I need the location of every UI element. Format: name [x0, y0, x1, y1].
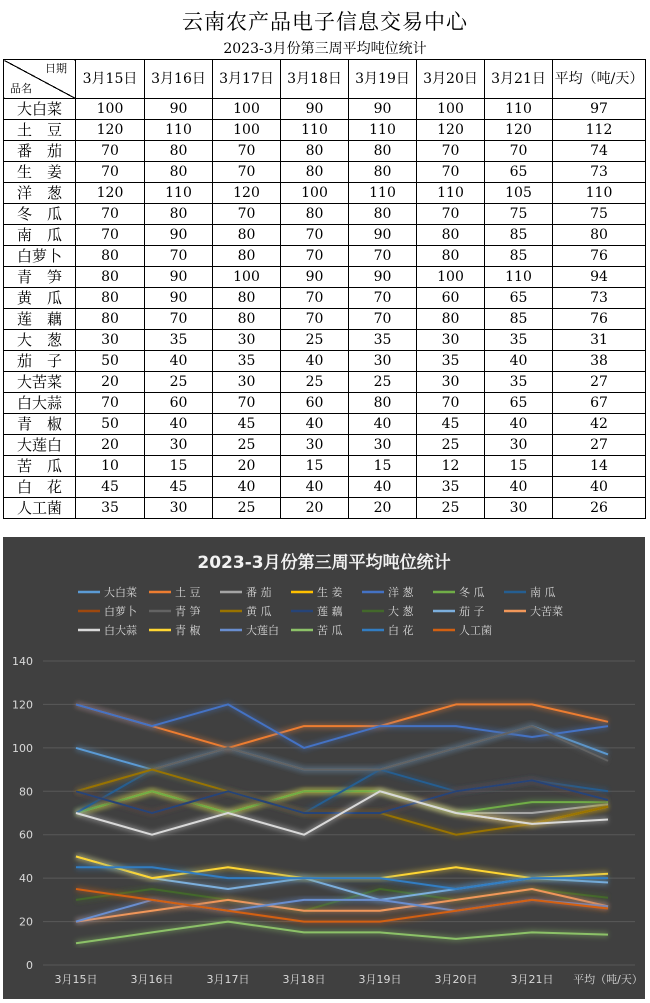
value-cell: 40 — [213, 477, 281, 498]
value-cell: 110 — [349, 120, 417, 141]
value-cell: 80 — [76, 288, 145, 309]
value-cell: 40 — [485, 477, 553, 498]
value-cell: 60 — [281, 393, 349, 414]
product-name-cell: 大 葱 — [4, 330, 76, 351]
table-row — [4, 414, 646, 435]
product-name-cell: 白萝卜 — [4, 246, 76, 267]
legend-entry: 白萝卜 — [104, 605, 137, 618]
value-cell: 25 — [417, 498, 485, 519]
series-glow — [76, 889, 608, 922]
value-cell: 40 — [145, 414, 213, 435]
value-cell: 120 — [213, 183, 281, 204]
product-name-cell: 土 豆 — [4, 120, 76, 141]
value-cell: 70 — [281, 225, 349, 246]
value-cell: 40 — [485, 414, 553, 435]
series-glow — [76, 780, 608, 813]
value-cell: 100 — [76, 99, 145, 120]
value-cell: 38 — [553, 351, 646, 372]
value-cell: 120 — [485, 120, 553, 141]
table-row — [4, 288, 646, 309]
product-name-cell: 冬 瓜 — [4, 204, 76, 225]
series-line — [76, 780, 608, 813]
value-cell: 97 — [553, 99, 646, 120]
value-cell: 65 — [485, 288, 553, 309]
value-cell: 90 — [349, 225, 417, 246]
legend-entry: 黄 瓜 — [246, 605, 272, 618]
legend-entry: 苦 瓜 — [317, 624, 343, 637]
value-cell: 30 — [213, 372, 281, 393]
column-header: 3月19日 — [349, 60, 417, 99]
product-name-cell: 洋 葱 — [4, 183, 76, 204]
value-cell: 70 — [485, 141, 553, 162]
value-cell: 110 — [485, 99, 553, 120]
value-cell: 27 — [553, 372, 646, 393]
x-tick-label: 3月20日 — [434, 973, 478, 986]
value-cell: 70 — [281, 288, 349, 309]
value-cell: 90 — [145, 267, 213, 288]
value-cell: 20 — [76, 372, 145, 393]
legend-entry: 生 姜 — [317, 586, 343, 599]
value-cell: 70 — [281, 309, 349, 330]
value-cell: 14 — [553, 456, 646, 477]
x-tick-label: 3月18日 — [282, 973, 326, 986]
y-tick-label: 100 — [12, 741, 33, 755]
value-cell: 45 — [213, 414, 281, 435]
value-cell: 90 — [281, 267, 349, 288]
value-cell: 35 — [76, 498, 145, 519]
value-cell: 120 — [76, 120, 145, 141]
table-row — [4, 120, 646, 141]
value-cell: 80 — [145, 204, 213, 225]
value-cell: 110 — [485, 267, 553, 288]
y-tick-label: 60 — [19, 828, 33, 842]
value-cell: 30 — [485, 435, 553, 456]
legend-entry: 南 瓜 — [530, 586, 556, 599]
product-name-cell: 青 椒 — [4, 414, 76, 435]
value-cell: 30 — [417, 330, 485, 351]
legend-entry: 大苦菜 — [530, 605, 563, 618]
value-cell: 20 — [349, 498, 417, 519]
value-cell: 100 — [417, 267, 485, 288]
value-cell: 80 — [76, 246, 145, 267]
series-line — [76, 791, 608, 824]
legend-entry: 茄 子 — [459, 605, 485, 618]
value-cell: 70 — [213, 162, 281, 183]
column-header: 3月20日 — [417, 60, 485, 99]
value-cell: 80 — [213, 288, 281, 309]
value-cell: 80 — [349, 204, 417, 225]
value-cell: 65 — [485, 162, 553, 183]
value-cell: 40 — [485, 351, 553, 372]
value-cell: 85 — [485, 309, 553, 330]
table-body — [4, 99, 646, 519]
table-row — [4, 372, 646, 393]
value-cell: 90 — [145, 288, 213, 309]
table-row — [4, 225, 646, 246]
value-cell: 40 — [349, 414, 417, 435]
value-cell: 25 — [349, 372, 417, 393]
value-cell: 40 — [281, 414, 349, 435]
legend-entry: 白 花 — [388, 624, 414, 637]
value-cell: 110 — [349, 183, 417, 204]
value-cell: 100 — [281, 183, 349, 204]
value-cell: 85 — [485, 225, 553, 246]
series-line — [76, 889, 608, 922]
value-cell: 90 — [281, 99, 349, 120]
series-line — [76, 922, 608, 944]
column-header: 3月21日 — [485, 60, 553, 99]
table-row — [4, 246, 646, 267]
value-cell: 90 — [349, 99, 417, 120]
value-cell: 74 — [553, 141, 646, 162]
product-name-cell: 白大蒜 — [4, 393, 76, 414]
value-cell: 100 — [417, 99, 485, 120]
product-name-cell: 白 花 — [4, 477, 76, 498]
value-cell: 70 — [281, 246, 349, 267]
value-cell: 80 — [281, 162, 349, 183]
x-tick-label: 3月17日 — [206, 973, 250, 986]
table-row — [4, 393, 646, 414]
page-title: 云南农产品电子信息交易中心 — [182, 10, 468, 34]
value-cell: 25 — [417, 435, 485, 456]
table-row — [4, 351, 646, 372]
table-row — [4, 330, 646, 351]
value-cell: 73 — [553, 162, 646, 183]
value-cell: 85 — [485, 246, 553, 267]
x-tick-label: 3月15日 — [54, 973, 98, 986]
table-row — [4, 435, 646, 456]
table-row — [4, 477, 646, 498]
table-row — [4, 267, 646, 288]
value-cell: 110 — [417, 183, 485, 204]
table-row — [4, 498, 646, 519]
product-name-cell: 大莲白 — [4, 435, 76, 456]
line-chart — [3, 537, 645, 999]
value-cell: 70 — [145, 246, 213, 267]
legend-entry: 大 葱 — [388, 605, 414, 618]
value-cell: 80 — [417, 309, 485, 330]
y-tick-label: 40 — [19, 872, 33, 886]
value-cell: 20 — [213, 456, 281, 477]
value-cell: 80 — [553, 225, 646, 246]
table-row — [4, 204, 646, 225]
value-cell: 110 — [145, 120, 213, 141]
value-cell: 110 — [553, 183, 646, 204]
table-row — [4, 99, 646, 120]
value-cell: 70 — [76, 162, 145, 183]
value-cell: 30 — [349, 351, 417, 372]
legend-entry: 洋 葱 — [388, 586, 414, 599]
y-tick-label: 20 — [19, 915, 33, 929]
value-cell: 15 — [485, 456, 553, 477]
value-cell: 40 — [553, 477, 646, 498]
value-cell: 100 — [213, 120, 281, 141]
value-cell: 12 — [417, 456, 485, 477]
product-name-cell: 生 姜 — [4, 162, 76, 183]
value-cell: 35 — [485, 330, 553, 351]
value-cell: 80 — [76, 267, 145, 288]
legend-entry: 人工菌 — [459, 624, 492, 637]
value-cell: 30 — [76, 330, 145, 351]
column-header: 3月18日 — [281, 60, 349, 99]
value-cell: 30 — [485, 498, 553, 519]
value-cell: 20 — [281, 498, 349, 519]
legend-entry: 莲 藕 — [317, 605, 343, 618]
value-cell: 90 — [349, 267, 417, 288]
value-cell: 70 — [76, 141, 145, 162]
value-cell: 60 — [145, 393, 213, 414]
value-cell: 80 — [213, 225, 281, 246]
product-name-cell: 番 茄 — [4, 141, 76, 162]
value-cell: 35 — [349, 330, 417, 351]
value-cell: 40 — [349, 477, 417, 498]
value-cell: 70 — [417, 141, 485, 162]
value-cell: 35 — [417, 351, 485, 372]
y-tick-label: 80 — [19, 785, 33, 799]
value-cell: 40 — [281, 351, 349, 372]
table-row — [4, 141, 646, 162]
value-cell: 70 — [213, 204, 281, 225]
value-cell: 80 — [213, 246, 281, 267]
chart-title: 2023-3月份第三周平均吨位统计 — [197, 553, 451, 573]
value-cell: 80 — [76, 309, 145, 330]
value-cell: 30 — [417, 372, 485, 393]
chart-container — [3, 537, 645, 999]
value-cell: 50 — [76, 351, 145, 372]
value-cell: 10 — [76, 456, 145, 477]
value-cell: 73 — [553, 288, 646, 309]
value-cell: 80 — [145, 141, 213, 162]
value-cell: 70 — [76, 204, 145, 225]
value-cell: 35 — [417, 477, 485, 498]
value-cell: 70 — [213, 393, 281, 414]
legend-entry: 土 豆 — [175, 586, 201, 599]
value-cell: 30 — [349, 435, 417, 456]
x-tick-label: 平均（吨/天） — [573, 973, 643, 986]
table-row — [4, 162, 646, 183]
value-cell: 45 — [417, 414, 485, 435]
value-cell: 45 — [145, 477, 213, 498]
y-tick-label: 0 — [26, 959, 33, 972]
column-header: 3月17日 — [213, 60, 281, 99]
value-cell: 35 — [485, 372, 553, 393]
value-cell: 110 — [281, 120, 349, 141]
value-cell: 80 — [281, 204, 349, 225]
y-tick-label: 140 — [12, 655, 33, 668]
value-cell: 70 — [76, 393, 145, 414]
legend-entry: 青 椒 — [175, 624, 201, 637]
product-name-cell: 茄 子 — [4, 351, 76, 372]
value-cell: 40 — [281, 477, 349, 498]
legend-entry: 大白菜 — [104, 586, 137, 599]
table-header-row — [4, 60, 646, 99]
value-cell: 15 — [281, 456, 349, 477]
value-cell: 45 — [76, 477, 145, 498]
value-cell: 70 — [417, 162, 485, 183]
legend-entry: 青 笋 — [175, 605, 201, 618]
column-header: 3月16日 — [145, 60, 213, 99]
value-cell: 105 — [485, 183, 553, 204]
value-cell: 76 — [553, 309, 646, 330]
value-cell: 35 — [213, 351, 281, 372]
series-glow — [76, 780, 608, 813]
value-cell: 80 — [417, 246, 485, 267]
product-name-cell: 人工菌 — [4, 498, 76, 519]
page-subtitle: 2023-3月份第三周平均吨位统计 — [223, 41, 427, 57]
table-row — [4, 309, 646, 330]
table-row — [4, 456, 646, 477]
value-cell: 65 — [485, 393, 553, 414]
value-cell: 80 — [145, 162, 213, 183]
value-cell: 35 — [145, 330, 213, 351]
value-cell: 80 — [281, 141, 349, 162]
product-name-cell: 南 瓜 — [4, 225, 76, 246]
value-cell: 67 — [553, 393, 646, 414]
value-cell: 75 — [553, 204, 646, 225]
value-cell: 40 — [145, 351, 213, 372]
corner-name-label: 品名 — [10, 82, 32, 95]
value-cell: 70 — [417, 393, 485, 414]
y-tick-label: 120 — [12, 698, 33, 712]
value-cell: 70 — [349, 246, 417, 267]
value-cell: 70 — [349, 288, 417, 309]
value-cell: 75 — [485, 204, 553, 225]
value-cell: 70 — [76, 225, 145, 246]
value-cell: 15 — [349, 456, 417, 477]
value-cell: 31 — [553, 330, 646, 351]
value-cell: 80 — [349, 162, 417, 183]
series-line — [76, 780, 608, 813]
value-cell: 70 — [349, 309, 417, 330]
series-glow — [76, 889, 608, 922]
value-cell: 120 — [76, 183, 145, 204]
value-cell: 30 — [281, 435, 349, 456]
x-tick-label: 3月21日 — [510, 973, 554, 986]
value-cell: 70 — [145, 309, 213, 330]
value-cell: 112 — [553, 120, 646, 141]
series-glow — [76, 791, 608, 824]
value-cell: 80 — [417, 225, 485, 246]
table-row — [4, 183, 646, 204]
value-cell: 25 — [213, 435, 281, 456]
value-cell: 80 — [349, 141, 417, 162]
value-cell: 25 — [145, 372, 213, 393]
product-name-cell: 黄 瓜 — [4, 288, 76, 309]
value-cell: 100 — [213, 99, 281, 120]
series-line — [76, 889, 608, 922]
product-name-cell: 青 笋 — [4, 267, 76, 288]
value-cell: 25 — [213, 498, 281, 519]
value-cell: 42 — [553, 414, 646, 435]
value-cell: 26 — [553, 498, 646, 519]
value-cell: 120 — [417, 120, 485, 141]
value-cell: 80 — [349, 393, 417, 414]
value-cell: 110 — [145, 183, 213, 204]
value-cell: 30 — [145, 435, 213, 456]
product-name-cell: 苦 瓜 — [4, 456, 76, 477]
product-name-cell: 大苦菜 — [4, 372, 76, 393]
value-cell: 15 — [145, 456, 213, 477]
table-corner-cell — [4, 60, 76, 99]
value-cell: 60 — [417, 288, 485, 309]
value-cell: 90 — [145, 225, 213, 246]
x-tick-label: 3月19日 — [358, 973, 402, 986]
corner-date-label: 日期 — [45, 62, 67, 75]
x-tick-label: 3月16日 — [130, 973, 174, 986]
legend-entry: 大莲白 — [246, 624, 279, 637]
value-cell: 70 — [417, 204, 485, 225]
value-cell: 80 — [213, 309, 281, 330]
value-cell: 30 — [213, 330, 281, 351]
value-cell: 90 — [145, 99, 213, 120]
product-name-cell: 莲 藕 — [4, 309, 76, 330]
value-cell: 100 — [213, 267, 281, 288]
product-name-cell: 大白菜 — [4, 99, 76, 120]
column-header: 3月15日 — [76, 60, 145, 99]
legend-entry: 番 茄 — [246, 586, 272, 599]
value-cell: 27 — [553, 435, 646, 456]
legend-entry: 冬 瓜 — [459, 586, 485, 599]
column-header: 平均（吨/天） — [553, 60, 646, 99]
value-cell: 20 — [76, 435, 145, 456]
value-cell: 94 — [553, 267, 646, 288]
value-cell: 76 — [553, 246, 646, 267]
tonnage-table — [3, 59, 646, 519]
value-cell: 25 — [281, 330, 349, 351]
legend-entry: 白大蒜 — [104, 624, 137, 637]
value-cell: 30 — [145, 498, 213, 519]
value-cell: 25 — [281, 372, 349, 393]
value-cell: 50 — [76, 414, 145, 435]
value-cell: 70 — [213, 141, 281, 162]
